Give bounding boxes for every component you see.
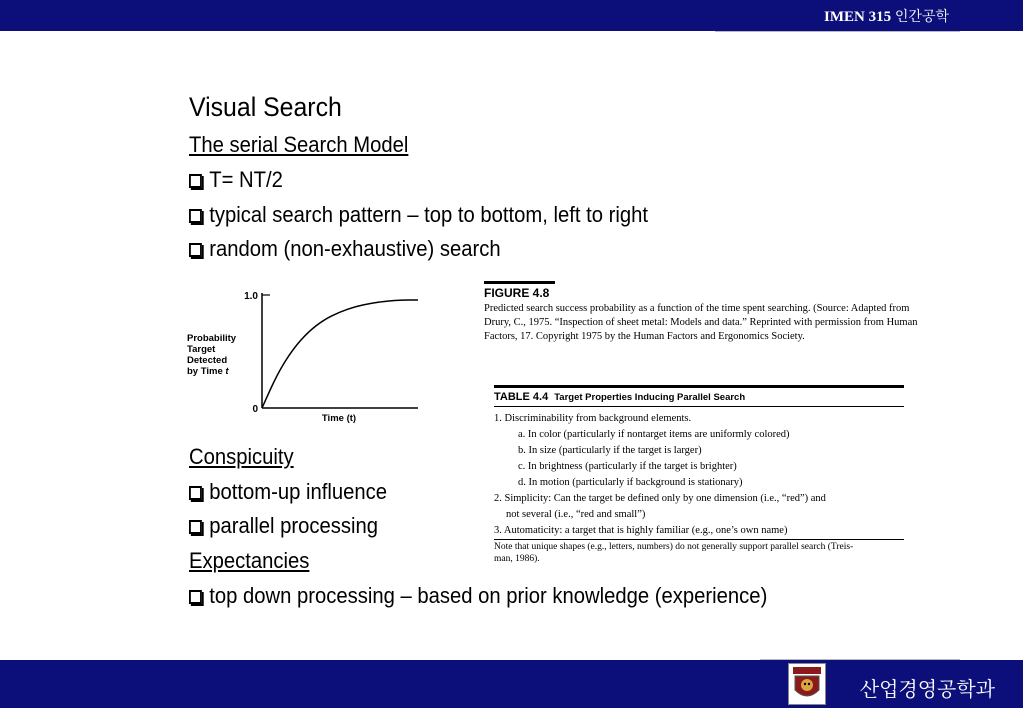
table-line: d. In motion (particularly if background is stationary) <box>518 477 743 488</box>
table-heading: TABLE 4.4 Target Properties Inducing Parallel Search <box>494 391 746 403</box>
table-line: a. In color (particularly if nontarget items are uniformly colored) <box>518 429 790 440</box>
bullet-item: parallel processing <box>189 513 378 539</box>
course-name: 인간공학 <box>894 9 949 25</box>
bullet-item: bottom-up influence <box>189 479 387 505</box>
table-note: man, 1986). <box>494 554 540 564</box>
checkbox-bullet-icon <box>189 174 202 188</box>
checkbox-bullet-icon <box>189 486 202 500</box>
figure-label: FIGURE 4.8 <box>484 286 550 300</box>
checkbox-bullet-icon <box>189 209 202 223</box>
header-bar <box>0 0 1023 31</box>
footer-bar <box>0 660 1023 708</box>
slide-title: Visual Search <box>189 92 342 122</box>
y-tick-label: 0 <box>252 404 258 415</box>
serial-model-heading: The serial Search Model <box>189 132 409 157</box>
university-emblem-icon <box>788 663 826 705</box>
y-tick-label: 1.0 <box>244 291 258 302</box>
table-header-rule <box>494 406 904 407</box>
table-line: 1. Discriminability from background elements. <box>494 413 692 424</box>
figure-rule <box>484 281 555 284</box>
checkbox-bullet-icon <box>189 590 202 604</box>
bullet-item: typical search pattern – top to bottom, left to right <box>189 202 648 228</box>
figure-caption: Predicted search success probability as a function of the time spent searching. (Source: Adapted from Drury, C., 1975. “Inspection of sheet metal: Models and data.” Reprinted with permission from Human Factors, 17. Copyright 1975 by the Human Factors and Ergonomics Society. <box>484 303 918 342</box>
table-note: Note that unique shapes (e.g., letters, numbers) do not generally support parallel search (Treis- <box>494 542 854 552</box>
y-axis-label: Probability Target Detected by Time t <box>187 333 237 377</box>
conspicuity-heading: Conspicuity <box>189 444 294 469</box>
expectancies-heading: Expectancies <box>189 548 310 573</box>
table-bottom-rule <box>494 539 904 540</box>
x-axis-label: Time (t) <box>321 413 357 424</box>
table-line: not several (i.e., “red and small”) <box>506 509 646 520</box>
table-top-rule <box>494 385 904 388</box>
table-line: 2. Simplicity: Can the target be defined only by one dimension (i.e., “red”) and <box>494 493 826 504</box>
table-line: b. In size (particularly if the target is larger) <box>518 445 702 456</box>
checkbox-bullet-icon <box>189 243 202 257</box>
bullet-item: T= NT/2 <box>189 167 283 193</box>
bullet-item: top down processing – based on prior knowledge (experience) <box>189 583 767 609</box>
course-label <box>824 6 949 26</box>
search-probability-chart <box>182 283 427 428</box>
header-divider <box>715 31 960 32</box>
department-name: 산업경영공학과 <box>859 677 995 701</box>
checkbox-bullet-icon <box>189 520 202 534</box>
detection-probability-curve <box>262 300 418 408</box>
bullet-item: random (non-exhaustive) search <box>189 236 501 262</box>
course-code: IMEN 315 <box>824 9 892 25</box>
table-line: c. In brightness (particularly if the target is brighter) <box>518 461 737 472</box>
table-line: 3. Automaticity: a target that is highly familiar (e.g., one’s own name) <box>494 525 788 536</box>
